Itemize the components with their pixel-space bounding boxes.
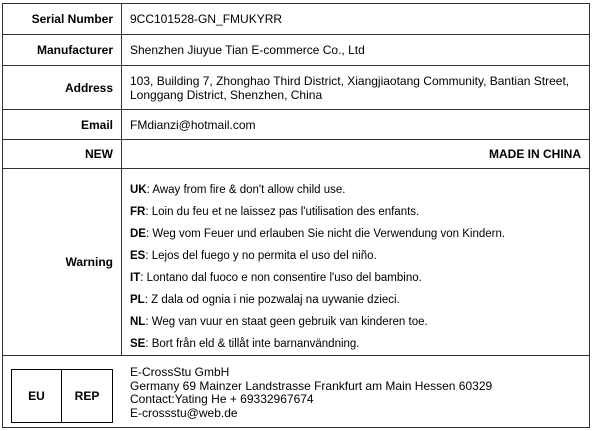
warning-row xyxy=(3,168,589,355)
eu-rep-details xyxy=(130,366,492,420)
warning-line-se: SE: Bort från eld & tillåt inte barnanvändning. xyxy=(130,338,360,350)
new-row xyxy=(3,139,589,168)
made-in-china-value: MADE IN CHINA xyxy=(489,147,581,161)
new-label: NEW xyxy=(3,140,122,168)
warning-line-de: DE: Weg vom Feuer und erlauben Sie nicht die Verwendung von Kindern. xyxy=(130,228,506,240)
warning-label: Warning xyxy=(3,169,122,355)
eu-rep-address: Germany 69 Mainzer Landstrasse Frankfurt am Main Hessen 60329 xyxy=(130,378,493,393)
address-label: Address xyxy=(3,66,122,109)
manufacturer-label: Manufacturer xyxy=(3,35,122,65)
manufacturer-value: Shenzhen Jiuyue Tian E-commerce Co., Ltd xyxy=(130,43,365,57)
warning-line-nl: NL: Weg van vuur en staat geen gebruik van kinderen toe. xyxy=(130,316,428,328)
serial-number-row xyxy=(3,4,589,34)
warning-line-pl: PL: Z dala od ognia i nie pozwalaj na uywanie dzieci. xyxy=(130,294,400,306)
email-row xyxy=(3,109,589,139)
warning-line-es: ES: Lejos del fuego y no permita el uso del niño. xyxy=(130,250,377,262)
warning-line-it: IT: Lontano dal fuoco e non consentire l'uso del bambino. xyxy=(130,272,422,284)
warning-line-uk: UK: Away from fire & don't allow child use. xyxy=(130,184,346,196)
rep-label: REP xyxy=(74,389,100,403)
address-row xyxy=(3,65,589,109)
eu-rep-company: E-CrossStu GmbH xyxy=(130,365,230,379)
eu-label: EU xyxy=(12,370,62,422)
serial-number-value: 9CC101528-GN_FMUKYRR xyxy=(130,12,283,26)
eu-rep-row xyxy=(3,355,589,427)
address-value: 103, Building 7, Zhonghao Third District, Xiangjiaotang Community, Bantian Street, Longgang District, Shenzhen, China xyxy=(130,73,570,102)
manufacturer-row xyxy=(3,34,589,65)
email-label: Email xyxy=(3,110,122,139)
warning-list xyxy=(122,169,589,355)
eu-rep-email: E-crossstu@web.de xyxy=(130,405,238,420)
serial-number-label: Serial Number xyxy=(3,4,122,34)
email-value: FMdianzi@hotmail.com xyxy=(130,117,256,132)
eu-rep-contact: Contact:Yating He + 69332967674 xyxy=(130,392,314,406)
warning-line-fr: FR: Loin du feu et ne laissez pas l'utilisation des enfants. xyxy=(130,206,420,218)
product-info-table xyxy=(2,3,590,428)
eu-rep-symbol xyxy=(11,369,113,423)
